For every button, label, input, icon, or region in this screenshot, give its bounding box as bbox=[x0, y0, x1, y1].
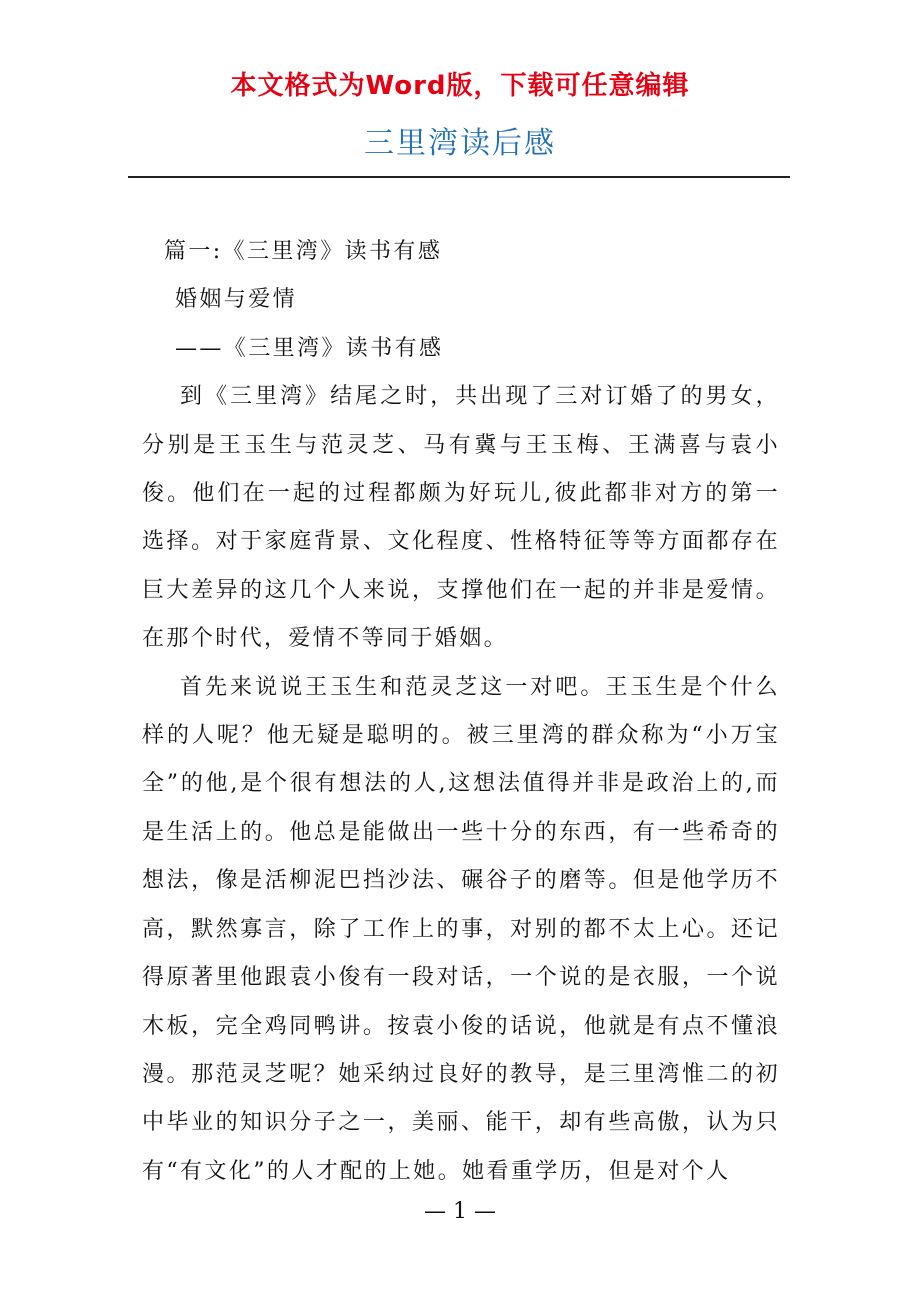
format-notice-banner: 本文格式为Word版，下载可任意编辑 bbox=[230, 71, 690, 101]
article-subtitle: 婚姻与爱情 bbox=[175, 287, 298, 313]
paragraph: 到《三里湾》结尾之时，共出现了三对订婚了的男女，分别是王玉生与范灵芝、马有冀与王玉梅、王满喜与袁小俊。他们在一起的过程都颇为好玩儿,彼此都非对方的第一选择。对于家庭背景、文化程度、性格特征等等方面都存在巨大差异的这几个人来说，支撑他们在一起的并非是爱情。在那个时代，爱情不等同于婚姻。 bbox=[142, 384, 780, 652]
section-heading: 篇一:《三里湾》读书有感 bbox=[164, 239, 443, 264]
title-divider bbox=[128, 176, 790, 178]
article-body bbox=[142, 228, 780, 1196]
paragraph: 首先来说说王玉生和范灵芝这一对吧。王玉生是个什么样的人呢？他无疑是聪明的。被三里湾的群众称为“小万宝全”的他,是个很有想法的人,这想法值得并非是政治上的,而是生活上的。他总是能做出一些十分的东西，有一些希奇的想法，像是活柳泥巴挡沙法、碾谷子的磨等。但是他学历不高，默然寡言，除了工作上的事，对别的都不太上心。还记得原著里他跟袁小俊有一段对话，一个说的是衣服，一个说木板，完全鸡同鸭讲。按袁小俊的话说，他就是有点不懂浪漫。那范灵芝呢？她采纳过良好的教导，是三里湾惟二的初中毕业的知识分子之一，美丽、能干，却有些高傲，认为只有“有文化”的人才配的上她。她看重学历，但是对个人 bbox=[142, 674, 780, 1184]
page-number: — 1 — bbox=[424, 1199, 496, 1224]
document-title: 三里湾读后感 bbox=[364, 126, 556, 161]
article-subtitle-source: ——《三里湾》读书有感 bbox=[175, 335, 444, 361]
